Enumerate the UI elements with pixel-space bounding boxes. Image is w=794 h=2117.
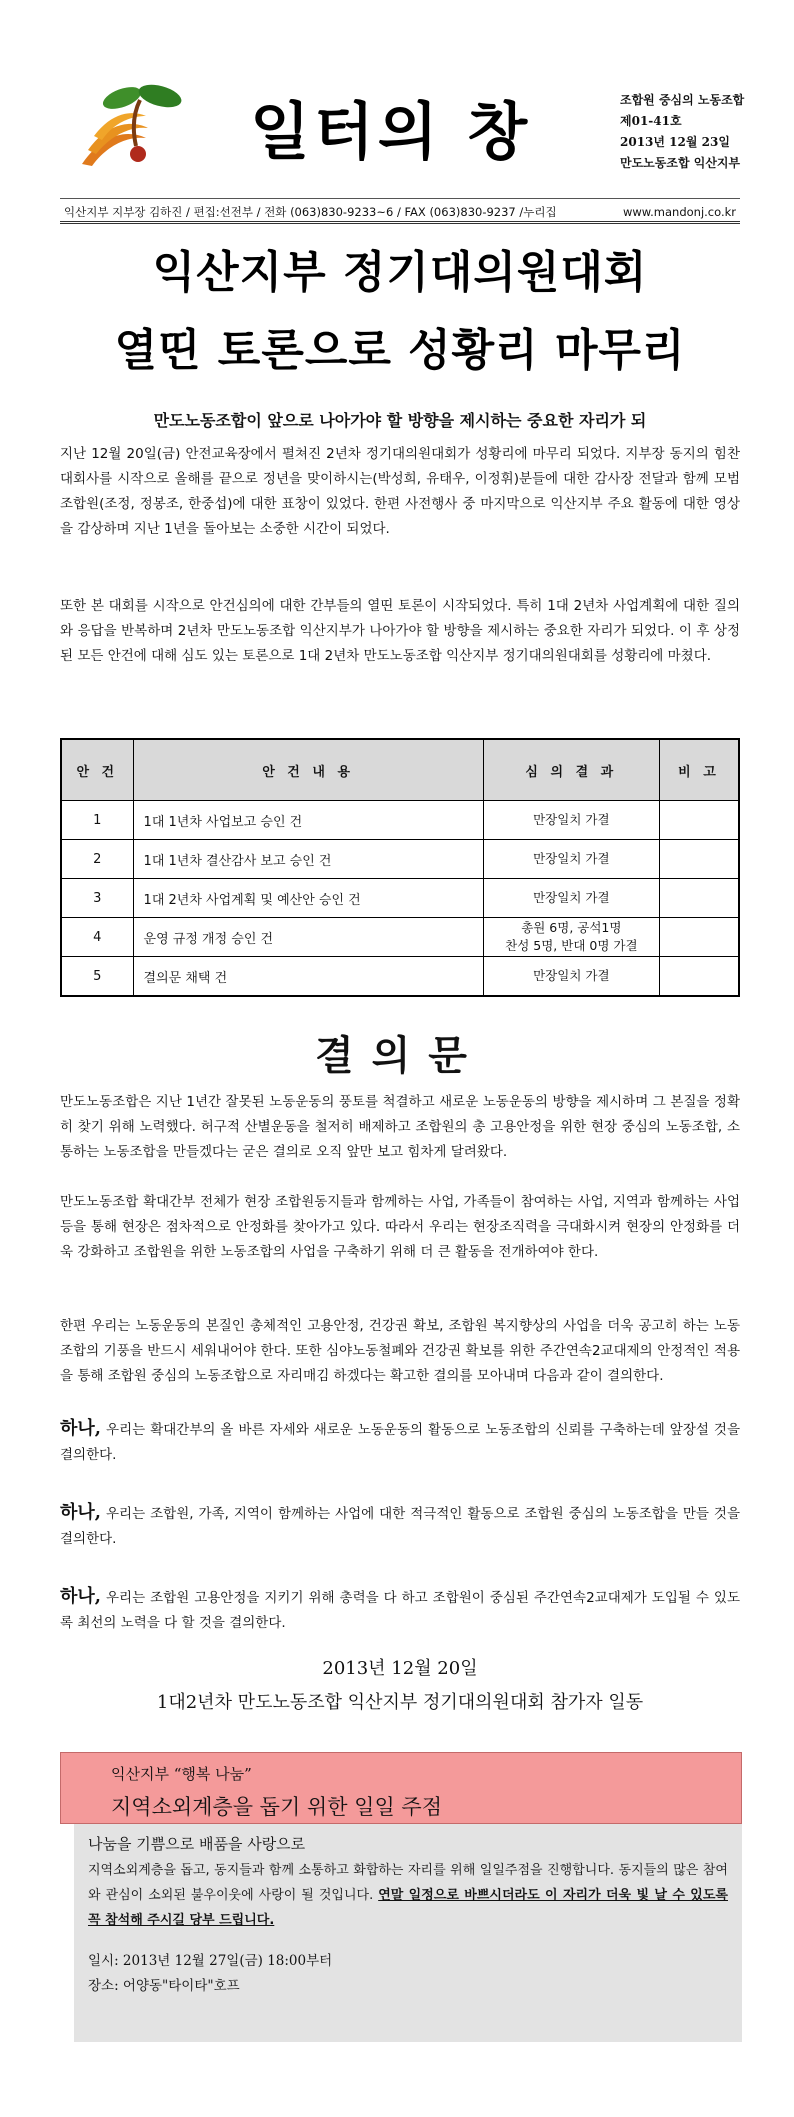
resolution-paragraph: 만도노동조합 확대간부 전체가 현장 조합원동지들과 함께하는 사업, 가족들이 참여하는 사업, 지역과 함께하는 사업 등을 통해 현장은 점차적으로 안정화를 찾아가고 있다. 따라서 우리는 현장조직력을 극대화시켜 현장의 안정화를 더욱 강화하고 조합원을 위한 노동조합의 사업을 구축하기 위해 더 큰 활동을 전개하여야 한다. xyxy=(60,1194,740,1260)
notice-text xyxy=(88,1858,728,1933)
agenda-item: 1대 1년차 결산감사 보고 승인 건 xyxy=(133,840,483,879)
resolution-item-text: 우리는 조합원 고용안정을 지키기 위해 총력을 다 하고 조합원이 중심된 주간연속2교대제가 도입될 수 있도록 최선의 노력을 다 할 것을 결의한다. xyxy=(60,1590,740,1631)
issue-number: 제01-41호 xyxy=(620,114,682,128)
resolution-item xyxy=(60,1584,740,1636)
contact-bar xyxy=(60,198,740,224)
agenda-no: 1 xyxy=(61,801,133,840)
subheadline: 만도노동조합이 앞으로 나아가야 할 방향을 제시하는 중요한 자리가 되 xyxy=(153,411,647,430)
agenda-result-line-2: 찬성 5명, 반대 0명 가결 xyxy=(505,938,638,953)
agenda-note xyxy=(659,957,739,997)
hana-label: 하나, xyxy=(60,1502,102,1523)
agenda-no: 5 xyxy=(61,957,133,997)
table-row xyxy=(61,840,739,879)
header-agenda-content: 안 건 내 용 xyxy=(133,739,483,801)
agenda-item: 1대 1년차 사업보고 승인 건 xyxy=(133,801,483,840)
resolution-item-text: 우리는 조합원, 가족, 지역이 함께하는 사업에 대한 적극적인 활동으로 조합원 중심의 노동조합을 만들 것을 결의한다. xyxy=(60,1506,740,1547)
website-url: www.mandonj.co.kr xyxy=(622,205,736,219)
table-row xyxy=(61,879,739,918)
agenda-result: 만장일치 가결 xyxy=(483,957,659,997)
resolution-item xyxy=(60,1416,740,1468)
union-logo xyxy=(74,72,194,172)
article-paragraph: 지난 12월 20일(금) 안전교육장에서 펼쳐진 2년차 정기대의원대회가 성황리에 마무리 되었다. 지부장 동지의 힘찬 대회사를 시작으로 올해를 끝으로 정년을 맞이하시는(박성희, 유태우, 이정휘)분들에 대한 감사장 전달과 함께 모범조합원(조정, 정봉조, 한중섭)에 대한 표창이 있었다. 한편 사전행사 중 마지막으로 익산지부 주요 활동에 대한 영상을 감상하며 지난 1년을 돌아보는 소중한 시간이 되었다. xyxy=(60,446,740,537)
header-agenda-no: 안 건 xyxy=(61,739,133,801)
resolution-signatories: 1대2년차 만도노동조합 익산지부 정기대의원대회 참가자 일동 xyxy=(156,1692,644,1713)
notice-title: 지역소외계층을 돕기 위한 일일 주점 xyxy=(111,1795,442,1819)
hana-label: 하나, xyxy=(60,1586,102,1607)
newsletter-title: 일터의 창 xyxy=(250,95,532,168)
agenda-table xyxy=(60,738,740,997)
agenda-result: 만장일치 가결 xyxy=(483,801,659,840)
agenda-no: 2 xyxy=(61,840,133,879)
header-result: 심 의 결 과 xyxy=(483,739,659,801)
notice-datetime: 일시: 2013년 12월 27일(금) 18:00부터 xyxy=(88,1953,333,1969)
article-paragraph: 또한 본 대회를 시작으로 안건심의에 대한 간부들의 열띤 토론이 시작되었다. 특히 1대 2년차 사업계획에 대한 질의와 응답을 반복하며 2년차 만도노동조합 익산지부가 나아가야 할 방향을 제시하는 중요한 자리가 되었다. 이 후 상정된 모든 안건에 대해 심도 있는 토론으로 1대 2년차 만도노동조합 익산지부 정기대의원대회를 성황리에 마쳤다. xyxy=(60,598,740,664)
agenda-item: 운영 규정 개정 승인 건 xyxy=(133,918,483,957)
headline-line-2: 열띤 토론으로 성황리 마무리 xyxy=(114,325,686,376)
masthead xyxy=(60,60,745,180)
notice-motto: 나눔을 기쁨으로 배품을 사랑으로 xyxy=(88,1835,306,1853)
table-header-row xyxy=(61,739,739,801)
issue-info xyxy=(620,90,794,174)
agenda-note xyxy=(659,918,739,957)
table-row xyxy=(61,801,739,840)
agenda-note xyxy=(659,801,739,840)
issue-date: 2013년 12월 23일 xyxy=(620,135,730,149)
agenda-result: 만장일치 가결 xyxy=(483,840,659,879)
hana-label: 하나, xyxy=(60,1418,102,1439)
agenda-no: 3 xyxy=(61,879,133,918)
agenda-result: 만장일치 가결 xyxy=(483,879,659,918)
agenda-result xyxy=(483,918,659,957)
resolution-title: 결의문 xyxy=(315,1032,485,1079)
tagline: 조합원 중심의 노동조합 xyxy=(620,93,745,107)
agenda-result-line-1: 총원 6명, 공석1명 xyxy=(521,920,622,935)
contact-info: 익산지부 지부장 김하진 / 편집:선전부 / 전화 (063)830-9233~6 / FAX (063)830-9237 /누리집 xyxy=(64,205,557,219)
headline-line-1: 익산지부 정기대의원대회 xyxy=(152,247,648,298)
table-row xyxy=(61,918,739,957)
resolution-paragraph: 만도노동조합은 지난 1년간 잘못된 노동운동의 풍토를 척결하고 새로운 노동운동의 방향을 제시하며 그 본질을 정확히 찾기 위해 노력했다. 허구적 산별운동을 철저히 배제하고 조합원의 총 고용안정을 위한 현장 중심의 노동조합, 소통하는 노동조합을 만들겠다는 굳은 결의로 오직 앞만 보고 힘차게 달려왔다. xyxy=(60,1094,740,1160)
notice-body xyxy=(74,1824,742,2042)
resolution-item xyxy=(60,1500,740,1552)
notice-text-emphasis: 연말 일정으로 바쁘시더라도 이 자리가 더욱 빛 날 수 있도록 꼭 참석해 주시길 당부 드립니다. xyxy=(88,1888,728,1928)
notice-kicker: 익산지부 “행복 나눔” xyxy=(111,1765,252,1783)
agenda-item: 1대 2년차 사업계획 및 예산안 승인 건 xyxy=(133,879,483,918)
agenda-no: 4 xyxy=(61,918,133,957)
resolution-date: 2013년 12월 20일 xyxy=(322,1658,478,1679)
agenda-item: 결의문 채택 건 xyxy=(133,957,483,997)
agenda-note xyxy=(659,840,739,879)
header-note: 비 고 xyxy=(659,739,739,801)
notice-text-main: 지역소외계층을 돕고, 동지들과 함께 소통하고 화합하는 자리를 위해 일일주점을 진행합니다. 동지들의 많은 참여와 관심이 소외된 불우이웃에 사랑이 될 것입니다. xyxy=(88,1863,728,1903)
notice-banner xyxy=(60,1752,742,1824)
resolution-paragraph: 한편 우리는 노동운동의 본질인 총체적인 고용안정, 건강권 확보, 조합원 복지향상의 사업을 더욱 공고히 하는 노동조합의 기풍을 반드시 세워내어야 한다. 또한 심야노동철폐와 건강권 확보를 위한 주간연속2교대제의 안정적인 적용을 통해 조합원 중심의 노동조합으로 자리매김 하겠다는 확고한 결의를 모아내며 다음과 같이 결의한다. xyxy=(60,1318,740,1384)
resolution-item-text: 우리는 확대간부의 올 바른 자세와 새로운 노동운동의 활동으로 노동조합의 신뢰를 구축하는데 앞장설 것을 결의한다. xyxy=(60,1422,740,1463)
notice-location: 장소: 어양동"타이타"호프 xyxy=(88,1978,240,1994)
agenda-note xyxy=(659,879,739,918)
publisher: 만도노동조합 익산지부 xyxy=(620,156,741,170)
table-row xyxy=(61,957,739,997)
